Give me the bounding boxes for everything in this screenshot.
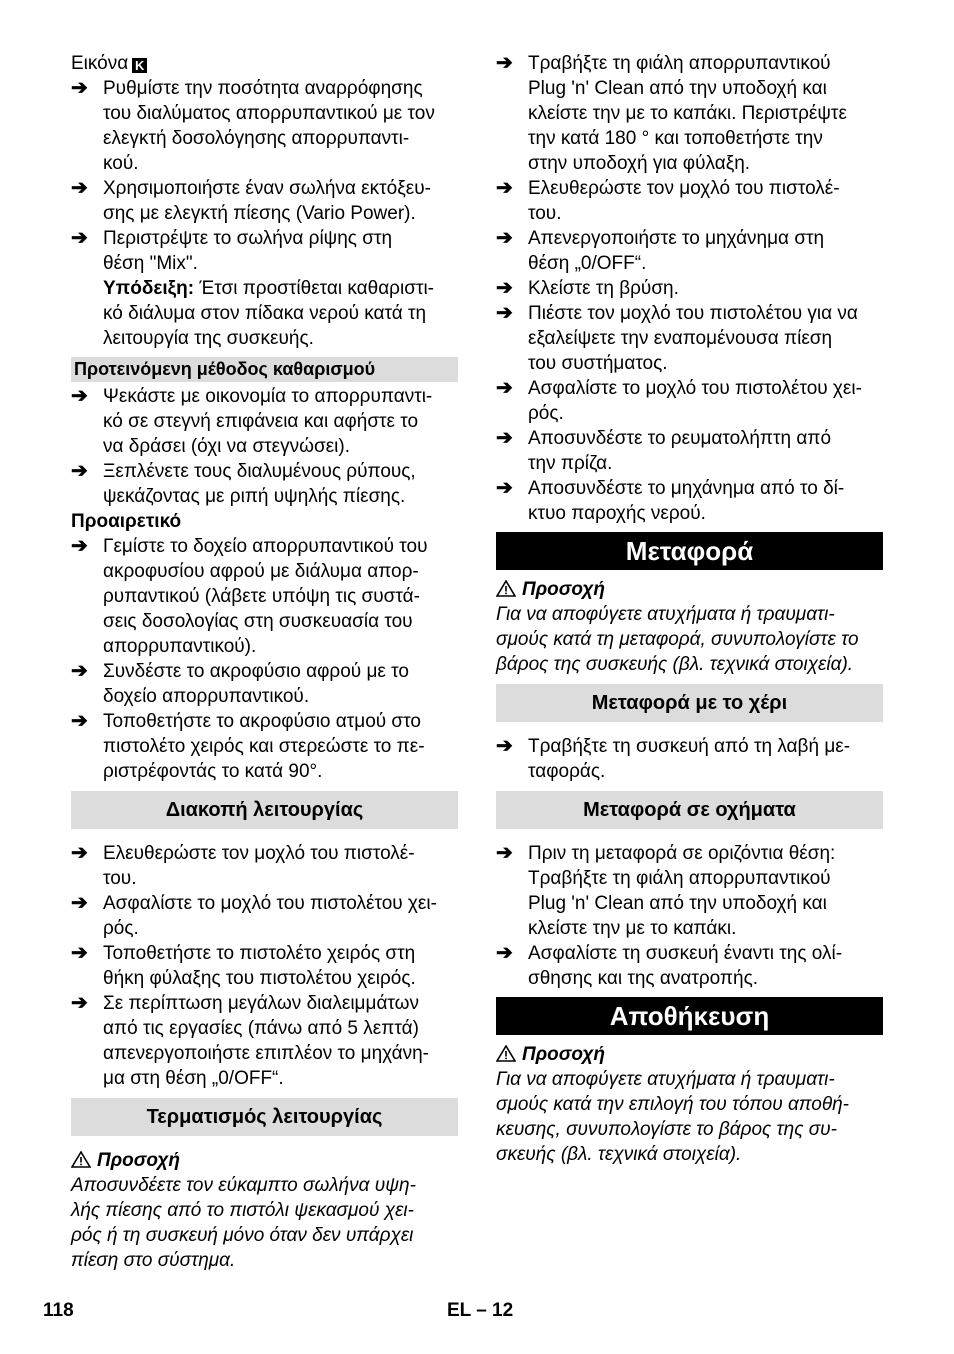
list-item <box>496 476 883 526</box>
text-line: Αποσυνδέετε τον εύκαμπτο σωλήνα υψη- <box>71 1175 416 1196</box>
list-item-line: Τραβήξτε τη συσκευή από τη λαβή με- <box>528 736 851 757</box>
list-item-line: Ξεπλένετε τους διαλυμένους ρύπους, <box>103 461 416 482</box>
text-line: κευσης, συνυπολογίστε το βάρος της συ- <box>496 1119 837 1140</box>
arrow-icon: ➔ <box>71 660 88 682</box>
list-item-line: κλείστε την με το καπάκι. <box>528 918 737 939</box>
list-item-line: Plug 'n' Clean από την υποδοχή και <box>528 893 827 914</box>
transport-heading: Μεταφορά <box>496 532 883 570</box>
list-item-line: σθησης και της ανατροπής. <box>528 968 759 989</box>
list-item-line: απενεργοποιήστε επιπλέον το μηχάνη- <box>103 1043 429 1064</box>
text-line: Έτσι προστίθεται καθαριστι- <box>194 278 434 299</box>
figure-reference <box>71 51 458 76</box>
arrow-icon: ➔ <box>496 477 513 499</box>
figure-label: Εικόνα <box>71 53 129 74</box>
list-item-line: Ελευθερώστε τον μοχλό του πιστολέ- <box>103 843 415 864</box>
list-item <box>496 276 883 301</box>
list-item-line: Σε περίπτωση μεγάλων διαλειμμάτων <box>103 993 420 1014</box>
list-item <box>71 534 458 659</box>
list-item <box>496 301 883 376</box>
right-column <box>496 51 883 1167</box>
list-item-line: ρυπαντικού (λάβετε υπόψη τις συστά- <box>103 586 420 607</box>
list-item-line: σεις δοσολογίας στη συσκευασία του <box>103 611 413 632</box>
list-item-line: του διαλύματος απορρυπαντικού με τον <box>103 103 435 124</box>
list-item <box>71 941 458 991</box>
list-item-line: Αποσυνδέστε το μηχάνημα από το δί- <box>528 478 845 499</box>
arrow-icon: ➔ <box>496 427 513 449</box>
list-item-line: Ασφαλίστε τη συσκευή έναντι της ολί- <box>528 943 843 964</box>
list-item-line: κού. <box>103 153 139 174</box>
caution-title: Προσοχή <box>496 577 883 602</box>
list-item-line: δοχείο απορρυπαντικού. <box>103 686 310 707</box>
warning-icon <box>496 1045 516 1062</box>
list-item-line: Κλείστε τη βρύση. <box>528 278 679 299</box>
list-item-line: Πριν τη μεταφορά σε οριζόντια θέση: <box>528 843 836 864</box>
list-item <box>496 226 883 276</box>
list-item-line: να δράσει (όχι να στεγνώσει). <box>103 436 351 457</box>
arrow-icon: ➔ <box>496 842 513 864</box>
list-item-line: θέση „0/OFF“. <box>528 253 647 274</box>
text-line: σμούς κατά την επιλογή του τόπου αποθή- <box>496 1094 850 1115</box>
caution-title: Προσοχή <box>71 1148 458 1173</box>
list-item-line: ριστρέφοντάς το κατά 90°. <box>103 761 323 782</box>
arrow-icon: ➔ <box>71 385 88 407</box>
arrow-icon: ➔ <box>71 227 88 249</box>
list-item <box>71 76 458 176</box>
list-item <box>71 384 458 459</box>
list-item <box>71 991 458 1091</box>
list-item-line: του. <box>103 868 137 889</box>
list-item-line: Ασφαλίστε το μοχλό του πιστολέτου χει- <box>103 893 437 914</box>
list-item-line: Περιστρέψτε το σωλήνα ρίψης στη <box>103 228 393 249</box>
arrow-icon: ➔ <box>71 892 88 914</box>
list-item <box>71 891 458 941</box>
list-item-line: εξαλείψετε την εναπομένουσα πίεση <box>528 328 833 349</box>
method-heading: Προτεινόμενη μέθοδος καθαρισμού <box>71 357 458 382</box>
arrow-icon: ➔ <box>496 177 513 199</box>
bullet-list <box>496 51 883 526</box>
list-item-line: Αποσυνδέστε το ρευματολήπτη από <box>528 428 832 449</box>
list-item-line: την κατά 180 ° και τοποθετήστε την <box>528 128 823 149</box>
arrow-icon: ➔ <box>496 377 513 399</box>
bullet-list <box>496 841 883 991</box>
list-item <box>496 941 883 991</box>
text-line: Για να αποφύγετε ατυχήματα ή τραυματι- <box>496 1069 835 1090</box>
list-item <box>71 659 458 709</box>
bullet-list <box>71 384 458 509</box>
list-item-line: Ασφαλίστε το μοχλό του πιστολέτου χει- <box>528 378 862 399</box>
arrow-icon: ➔ <box>496 227 513 249</box>
bullet-list <box>496 734 883 784</box>
list-item-line: Πιέστε τον μοχλό του πιστολέτου για να <box>528 303 858 324</box>
list-item-line: ρός. <box>103 918 139 939</box>
list-item-line: μα στη θέση „0/OFF“. <box>103 1068 284 1089</box>
arrow-icon: ➔ <box>71 710 88 732</box>
text-line: σκευής (βλ. τεχνικά στοιχεία). <box>496 1144 742 1165</box>
list-item-line: κλείστε την με το καπάκι. Περιστρέψτε <box>528 103 847 124</box>
text-line: πίεση στο σύστημα. <box>71 1250 236 1271</box>
list-item-line: ψεκάζοντας με ριπή υψηλής πίεσης. <box>103 486 406 507</box>
transport-by-hand-heading: Μεταφορά με το χέρι <box>496 684 883 722</box>
optional-heading: Προαιρετικό <box>71 511 182 532</box>
transport-vehicle-heading: Μεταφορά σε οχήματα <box>496 791 883 829</box>
list-item-line: θέση "Mix". <box>103 253 198 274</box>
interrupt-heading: Διακοπή λειτουργίας <box>71 791 458 829</box>
list-item <box>496 841 883 941</box>
list-item-line: από τις εργασίες (πάνω από 5 λεπτά) <box>103 1018 419 1039</box>
bullet-list <box>71 534 458 784</box>
page-number: 118 <box>43 1300 74 1321</box>
list-item-line: του. <box>528 203 562 224</box>
arrow-icon: ➔ <box>496 52 513 74</box>
list-item-line: ρός. <box>528 403 564 424</box>
list-item-line: σης με ελεγκτή πίεσης (Vario Power). <box>103 203 416 224</box>
warning-icon <box>496 580 516 597</box>
arrow-icon: ➔ <box>71 177 88 199</box>
list-item-line: Ψεκάστε με οικονομία το απορρυπαντι- <box>103 386 433 407</box>
figure-letter-icon: K <box>132 58 147 73</box>
text-line: σμούς κατά τη μεταφορά, συνυπολογίστε το <box>496 629 859 650</box>
list-item <box>71 176 458 226</box>
arrow-icon: ➔ <box>496 302 513 324</box>
bullet-list <box>71 76 458 276</box>
list-item <box>496 734 883 784</box>
text-line: κό διάλυμα στον πίδακα νερού κατά τη <box>103 303 427 324</box>
note-label: Υπόδειξη: <box>103 278 195 299</box>
list-item <box>496 426 883 476</box>
list-item-line: Χρησιμοποιήστε έναν σωλήνα εκτόξευ- <box>103 178 431 199</box>
text-line: ρός ή τη συσκευή μόνο όταν δεν υπάρχει <box>71 1225 414 1246</box>
text-line: Για να αποφύγετε ατυχήματα ή τραυματι- <box>496 604 835 625</box>
list-item-line: απορρυπαντικού). <box>103 636 257 657</box>
list-item-line: κτυο παροχής νερού. <box>528 503 706 524</box>
list-item <box>71 226 458 276</box>
note <box>71 276 458 351</box>
arrow-icon: ➔ <box>71 77 88 99</box>
warning-icon <box>71 1151 91 1168</box>
list-item-line: Ελευθερώστε τον μοχλό του πιστολέ- <box>528 178 840 199</box>
list-item-line: κό σε στεγνή επιφάνεια και αφήστε το <box>103 411 419 432</box>
end-operation-heading: Τερματισμός λειτουργίας <box>71 1098 458 1136</box>
list-item-line: ακροφυσίου αφρού με διάλυμα απορ- <box>103 561 419 582</box>
list-item-line: Ρυθμίστε την ποσότητα αναρρόφησης <box>103 78 423 99</box>
left-column <box>71 51 458 1273</box>
list-item <box>71 841 458 891</box>
storage-heading: Αποθήκευση <box>496 997 883 1035</box>
list-item <box>71 459 458 509</box>
text-line: λειτουργία της συσκευής. <box>103 328 314 349</box>
list-item-line: ελεγκτή δοσολόγησης απορρυπαντι- <box>103 128 410 149</box>
list-item-line: θήκη φύλαξης του πιστολέτου χειρός. <box>103 968 416 989</box>
list-item-line: Τοποθετήστε το ακροφύσιο ατμού στο <box>103 711 421 732</box>
list-item-line: ταφοράς. <box>528 761 606 782</box>
bullet-list <box>71 841 458 1091</box>
list-item-line: Γεμίστε το δοχείο απορρυπαντικού του <box>103 536 428 557</box>
arrow-icon: ➔ <box>71 535 88 557</box>
list-item-line: την πρίζα. <box>528 453 613 474</box>
arrow-icon: ➔ <box>496 942 513 964</box>
arrow-icon: ➔ <box>496 735 513 757</box>
language-page-label: EL – 12 <box>447 1300 514 1321</box>
list-item <box>496 376 883 426</box>
arrow-icon: ➔ <box>71 992 88 1014</box>
list-item-line: στην υποδοχή για φύλαξη. <box>528 153 751 174</box>
list-item-line: Τραβήξτε τη φιάλη απορρυπαντικού <box>528 53 831 74</box>
list-item-line: πιστολέτο χειρός και στερεώστε το πε- <box>103 736 425 757</box>
list-item-line: Συνδέστε το ακροφύσιο αφρού με το <box>103 661 409 682</box>
arrow-icon: ➔ <box>496 277 513 299</box>
list-item-line: του συστήματος. <box>528 353 668 374</box>
list-item-line: Τραβήξτε τη φιάλη απορρυπαντικού <box>528 868 831 889</box>
caution-text <box>71 1173 458 1273</box>
caution-text <box>496 602 883 677</box>
text-line: λής πίεσης από το πιστόλι ψεκασμού χει- <box>71 1200 414 1221</box>
text-line: βάρος της συσκευής (βλ. τεχνικά στοιχεία). <box>496 654 854 675</box>
list-item-line: Τοποθετήστε το πιστολέτο χειρός στη <box>103 943 416 964</box>
list-item <box>71 709 458 784</box>
arrow-icon: ➔ <box>71 842 88 864</box>
list-item-line: Plug 'n' Clean από την υποδοχή και <box>528 78 827 99</box>
arrow-icon: ➔ <box>71 942 88 964</box>
arrow-icon: ➔ <box>71 460 88 482</box>
caution-text <box>496 1067 883 1167</box>
list-item <box>496 176 883 226</box>
list-item <box>496 51 883 176</box>
caution-title: Προσοχή <box>496 1042 883 1067</box>
list-item-line: Απενεργοποιήστε το μηχάνημα στη <box>528 228 825 249</box>
